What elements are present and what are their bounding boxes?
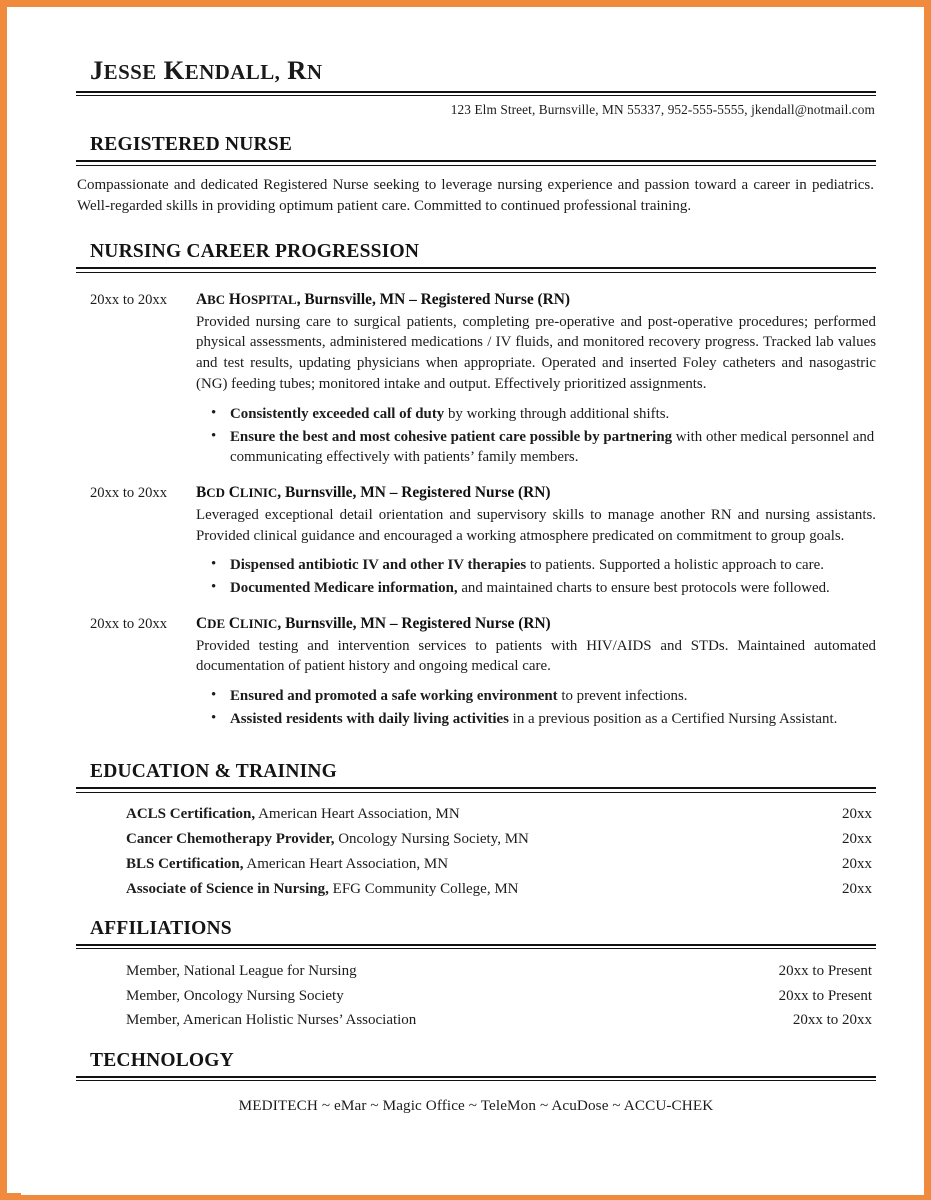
education-credential: Associate of Science in Nursing,	[126, 880, 329, 897]
section-title-affiliations: AFFILIATIONS	[90, 917, 232, 939]
education-year: 20xx	[842, 806, 872, 823]
job-bullet-rest: to prevent infections.	[557, 688, 688, 705]
job-bullet-rest: and maintained charts to ensure best protocols were followed.	[457, 580, 830, 596]
education-item	[76, 852, 876, 877]
job-description: Provided nursing care to surgical patients, completing pre-operative and post-operative procedures; performed physical assessments, administered medications / IV fluids, and monitored recovery progress. Tracked lab values and test results, updating physicians when appropriate. Operated and inserted Foley catheters and nasogastric (NG) feeding tubes; monitored intake and output. Effectively prioritized assignments.	[196, 313, 876, 393]
job-bullet	[230, 404, 876, 425]
education-label	[76, 879, 842, 901]
education-institution: American Heart Association, MN	[255, 806, 460, 823]
resume-header	[76, 55, 876, 86]
technology-line: MEDITECH ~ eMar ~ Magic Office ~ TeleMon ~ AcuDose ~ ACCU-CHEK	[238, 1097, 714, 1115]
rule-career-progression	[76, 267, 876, 273]
education-item	[76, 877, 876, 902]
job-body	[196, 484, 876, 601]
job-bullet-lead: Ensured and promoted a safe working environment	[230, 688, 558, 705]
job-body	[196, 291, 876, 470]
job-bullet-rest: by working through additional shifts.	[444, 406, 670, 423]
header-rule-thick	[76, 91, 876, 93]
affiliation-label: Member, Oncology Nursing Society	[126, 987, 344, 1004]
education-item	[76, 803, 876, 828]
affiliation-item	[76, 1009, 876, 1034]
affiliation-period: 20xx to 20xx	[792, 1012, 872, 1029]
section-title-career-progression: NURSING CAREER PROGRESSION	[90, 241, 420, 263]
job-bullet	[230, 709, 876, 730]
experience-item	[76, 615, 876, 732]
job-bullet	[230, 555, 876, 576]
affiliation-period: 20xx to Present	[778, 962, 872, 979]
education-label	[76, 804, 842, 826]
affiliation-period: 20xx to Present	[778, 987, 872, 1004]
job-bullet-rest: with other medical personnel and communicating effectively with patients’ family members.	[230, 428, 875, 466]
education-list	[76, 803, 876, 902]
section-title-technology: TECHNOLOGY	[90, 1049, 234, 1071]
job-bullet	[230, 427, 876, 468]
contact-line: 123 Elm Street, Burnsville, MN 55337, 952-555-5555, jkendall@notmail.com	[450, 102, 875, 117]
affiliation-item	[76, 984, 876, 1009]
affiliation-label: Member, National League for Nursing	[126, 962, 357, 979]
rule-registered-nurse	[76, 160, 876, 166]
document-page	[21, 17, 924, 1195]
rule-technology	[76, 1076, 876, 1082]
job-bullets	[196, 686, 876, 729]
education-item	[76, 828, 876, 853]
job-dates: 20xx to 20xx	[90, 484, 168, 501]
education-year: 20xx	[842, 855, 872, 872]
candidate-name: JESSE KENDALL, RN	[90, 55, 323, 85]
experience-item	[76, 484, 876, 601]
education-year: 20xx	[842, 880, 872, 897]
job-dates: 20xx to 20xx	[90, 291, 168, 308]
job-title: CDE CLINIC, Burnsville, MN – Registered Nurse (RN)	[196, 614, 551, 632]
job-dates: 20xx to 20xx	[90, 615, 168, 632]
job-bullet	[230, 578, 876, 599]
education-credential: BLS Certification,	[126, 855, 244, 872]
experience-list	[76, 291, 876, 732]
job-bullet	[230, 686, 876, 707]
job-bullet-lead: Ensure the best and most cohesive patient care possible by partnering	[230, 428, 673, 445]
job-bullet-lead: Consistently exceeded call of duty	[230, 406, 445, 423]
job-bullets	[196, 555, 876, 598]
affiliation-item	[76, 959, 876, 984]
job-bullets	[196, 404, 876, 468]
rule-affiliations	[76, 944, 876, 950]
job-bullet-lead: Dispensed antibiotic IV and other IV therapies	[230, 557, 527, 574]
experience-item	[76, 291, 876, 470]
professional-summary: Compassionate and dedicated Registered Nurse seeking to leverage nursing experience and passion toward a career in pediatrics. Well-regarded skills in providing optimum patient care. Committed to continued professional training.	[77, 176, 874, 214]
resume-sheet	[76, 55, 876, 1115]
job-title: ABC HOSPITAL, Burnsville, MN – Registered Nurse (RN)	[196, 290, 570, 308]
education-label	[76, 829, 842, 851]
education-credential: ACLS Certification,	[126, 806, 256, 823]
education-institution: EFG Community College, MN	[328, 880, 519, 897]
affiliation-label: Member, American Holistic Nurses’ Association	[126, 1012, 417, 1029]
education-credential: Cancer Chemotherapy Provider,	[126, 831, 335, 848]
education-label	[76, 854, 842, 876]
job-description: Provided testing and intervention services to patients with HIV/AIDS and STDs. Maintained automated documentation of patient history and ongoing medical care.	[196, 637, 876, 675]
rule-education	[76, 787, 876, 793]
education-institution: Oncology Nursing Society, MN	[334, 831, 529, 848]
education-institution: American Heart Association, MN	[243, 855, 449, 872]
section-title-education: EDUCATION & TRAINING	[90, 761, 338, 783]
job-bullet-lead: Assisted residents with daily living activities	[230, 710, 509, 727]
job-title: BCD CLINIC, Burnsville, MN – Registered Nurse (RN)	[196, 483, 551, 501]
job-bullet-rest: in a previous position as a Certified Nursing Assistant.	[508, 710, 838, 727]
job-body	[196, 615, 876, 732]
education-year: 20xx	[842, 831, 872, 848]
job-bullet-lead: Documented Medicare information,	[230, 580, 458, 596]
section-title-registered-nurse: REGISTERED NURSE	[90, 134, 293, 155]
affiliations-list	[76, 959, 876, 1033]
job-description: Leveraged exceptional detail orientation and supervisory skills to manage another RN and nursing assistants. Provided clinical guidance and encouraged a working atmosphere predicated on commitment to group goals.	[196, 506, 876, 544]
job-bullet-rest: to patients. Supported a holistic approach to care.	[526, 557, 824, 574]
